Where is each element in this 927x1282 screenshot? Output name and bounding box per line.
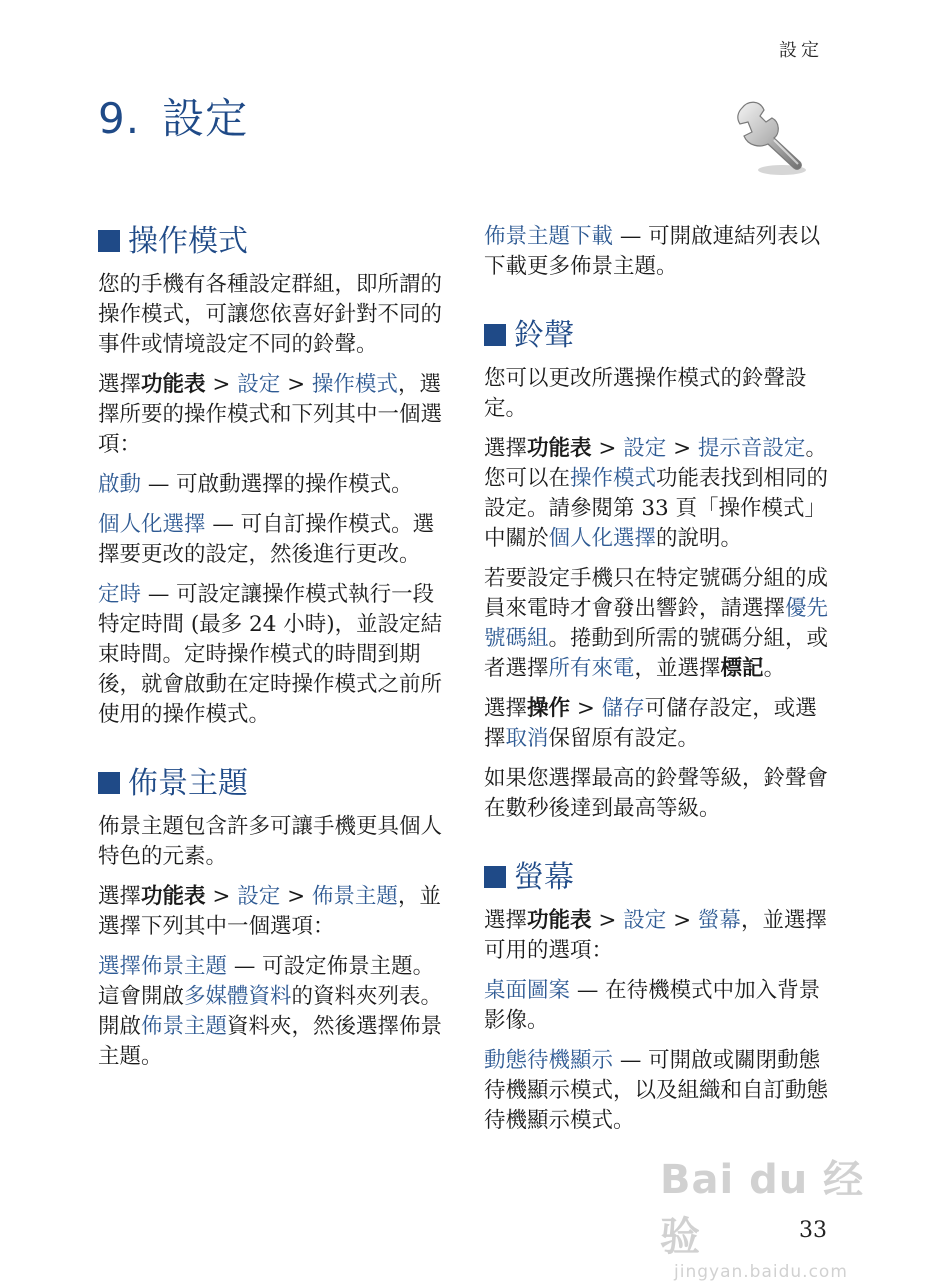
inline-link: 多媒體資料: [184, 984, 292, 1009]
paragraph: 選擇功能表 > 設定 > 提示音設定。您可以在操作模式功能表找到相同的設定。請參閱第 33 頁「操作模式」中關於個人化選擇的說明。: [484, 436, 829, 551]
paragraph: 選擇功能表 > 設定 > 操作模式，選擇所要的操作模式和下列其中一個選項：: [98, 372, 443, 457]
watermark: [660, 1148, 880, 1282]
chapter-title: [98, 86, 248, 146]
inline-link: 佈景主題: [141, 1014, 228, 1039]
menu-term: 功能表: [527, 908, 592, 933]
wrench-icon: [734, 96, 810, 178]
section-title: 螢幕: [514, 860, 574, 895]
option-item: 選擇佈景主題 — 可設定佈景主題。這會開啟多媒體資料的資料夾列表。開啟佈景主題資料夾，然後選擇佈景主題。: [98, 954, 443, 1069]
section-heading-tones: [484, 316, 829, 356]
paragraph: 選擇操作 > 儲存可儲存設定，或選擇取消保留原有設定。: [484, 696, 817, 751]
option-item: 佈景主題下載 — 可開啟連結列表以下載更多佈景主題。: [484, 224, 821, 279]
option-term: 啟動: [98, 472, 142, 497]
menu-link-settings: 設定: [237, 372, 281, 397]
menu-link-settings: 設定: [237, 884, 281, 909]
menu-link-settings: 設定: [623, 436, 667, 461]
inline-link: 所有來電: [548, 656, 635, 681]
option-term: 定時: [98, 582, 142, 607]
running-head: 設定: [779, 40, 823, 61]
menu-term: 功能表: [141, 372, 206, 397]
section-title: 操作模式: [128, 224, 248, 259]
paragraph: 若要設定手機只在特定號碼分組的成員來電時才會發出響鈴，請選擇優先號碼組。捲動到所需的號碼分組，或者選擇所有來電，並選擇標記。: [484, 566, 829, 681]
menu-link-settings: 設定: [623, 908, 667, 933]
paragraph: 您可以更改所選操作模式的鈴聲設定。: [484, 366, 807, 421]
option-term: 桌面圖案: [484, 978, 571, 1003]
section-title: 鈴聲: [514, 318, 574, 353]
section-heading-profiles: [98, 222, 443, 262]
option-item: 定時 — 可設定讓操作模式執行一段特定時間 (最多 24 小時)，並設定結束時間。定時操作模式的時間到期後，就會啟動在定時操作模式之前所使用的操作模式。: [98, 582, 443, 727]
watermark-sub: jingyan.baidu.com: [674, 1262, 848, 1282]
menu-link-display: 螢幕: [697, 908, 741, 933]
page-number: 33: [799, 1218, 827, 1243]
paragraph: 您的手機有各種設定群組，即所謂的操作模式，可讓您依喜好針對不同的事件或情境設定不同的鈴聲。: [98, 272, 443, 357]
option-item: 啟動 — 可啟動選擇的操作模式。: [98, 472, 413, 497]
option-term: 動態待機顯示: [484, 1048, 614, 1073]
menu-term: 標記: [720, 656, 764, 681]
left-column: [98, 222, 443, 1082]
inline-link: 儲存: [601, 696, 645, 721]
section-title: 佈景主題: [128, 766, 248, 801]
watermark-main: Bai du 经验: [660, 1157, 865, 1260]
heading-bullet: [98, 230, 120, 252]
heading-bullet: [484, 866, 506, 888]
option-item: 桌面圖案 — 在待機模式中加入背景影像。: [484, 978, 821, 1033]
option-term: 佈景主題下載: [484, 224, 614, 249]
section-heading-display: [484, 858, 829, 898]
option-item: 動態待機顯示 — 可開啟或關閉動態待機顯示模式，以及組織和自訂動態待機顯示模式。: [484, 1048, 829, 1133]
inline-link: 取消: [505, 726, 549, 751]
menu-term: 功能表: [141, 884, 206, 909]
section-heading-themes: [98, 764, 443, 804]
menu-term: 功能表: [527, 436, 592, 461]
inline-link: 個人化選擇: [548, 526, 657, 551]
inline-link: 優先號碼組: [484, 596, 829, 651]
paragraph: 選擇功能表 > 設定 > 螢幕，並選擇可用的選項：: [484, 908, 827, 963]
heading-bullet: [98, 772, 120, 794]
menu-term: 操作: [527, 696, 571, 721]
menu-link-profiles: 操作模式: [311, 372, 398, 397]
option-item: 個人化選擇 — 可自訂操作模式。選擇要更改的設定，然後進行更改。: [98, 512, 435, 567]
paragraph: 如果您選擇最高的鈴聲等級，鈴聲會在數秒後達到最高等級。: [484, 766, 829, 821]
right-column: [484, 222, 829, 1146]
heading-bullet: [484, 324, 506, 346]
chapter-title-text: 設定: [162, 94, 249, 143]
menu-link-themes: 佈景主題: [311, 884, 398, 909]
option-term: 選擇佈景主題: [98, 954, 228, 979]
paragraph: 選擇功能表 > 設定 > 佈景主題，並選擇下列其中一個選項：: [98, 884, 441, 939]
inline-link: 操作模式: [570, 466, 657, 491]
menu-link-tone-settings: 提示音設定: [697, 436, 806, 461]
option-term: 個人化選擇: [98, 512, 206, 537]
chapter-number: 9.: [98, 94, 141, 143]
paragraph: 佈景主題包含許多可讓手機更具個人特色的元素。: [98, 814, 443, 869]
